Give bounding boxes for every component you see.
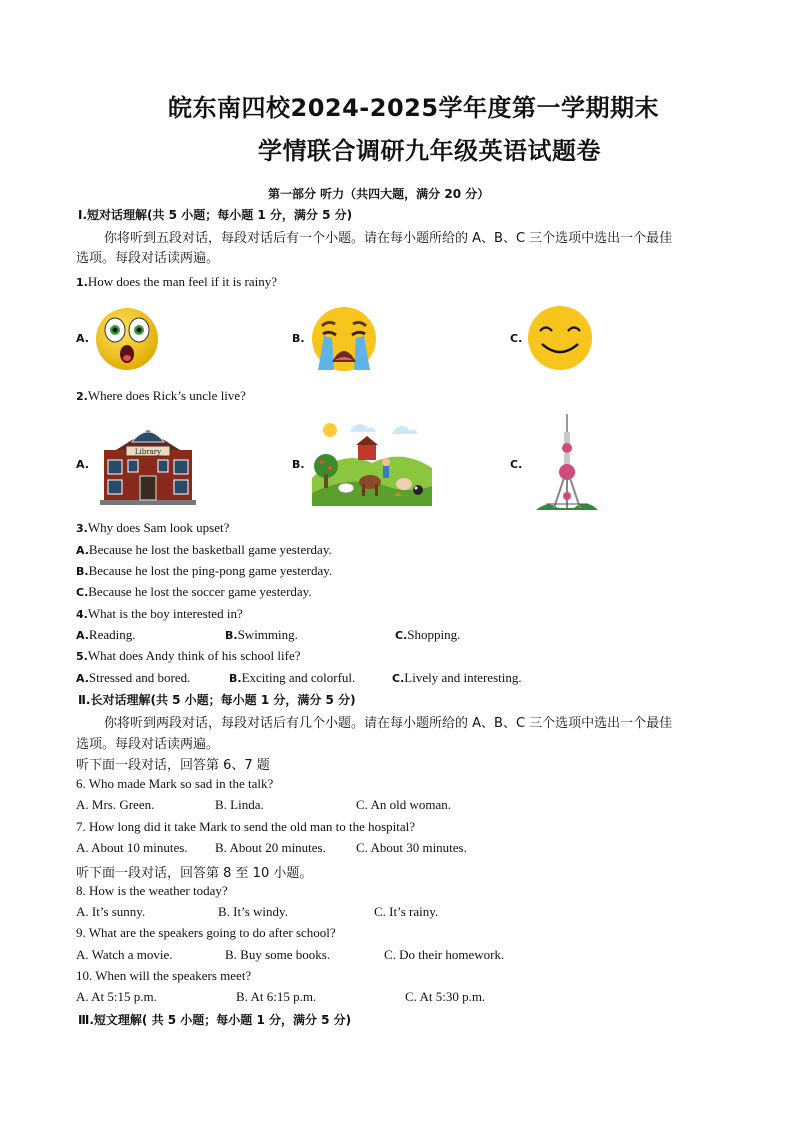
shocked-face-icon bbox=[94, 306, 160, 372]
q5-question bbox=[76, 648, 301, 664]
q9-option-b: B. Buy some books. bbox=[225, 947, 331, 962]
library-building-icon bbox=[96, 420, 200, 506]
q3-c-text: Because he lost the soccer game yesterday. bbox=[88, 584, 312, 599]
section1-instructions-2: 选项。每段对话读两遍。 bbox=[76, 251, 220, 266]
q3-text: Why does Sam look upset? bbox=[87, 520, 230, 535]
q4-c-label: C. bbox=[395, 629, 408, 642]
q2-question bbox=[76, 388, 246, 404]
crying-face-icon bbox=[308, 304, 380, 374]
q3-option-b bbox=[76, 563, 332, 579]
q5-b-label: B. bbox=[229, 672, 242, 685]
tv-tower-icon bbox=[534, 412, 600, 512]
q3-b-label: B. bbox=[76, 565, 89, 578]
q5-option-a bbox=[76, 670, 190, 686]
q5-c-label: C. bbox=[392, 672, 405, 685]
q4-option-a bbox=[76, 627, 135, 643]
section1-heading: Ⅰ.短对话理解(共 5 小题；每小题 1 分，满分 5 分) bbox=[78, 208, 353, 222]
q6-option-c: C. An old woman. bbox=[356, 797, 451, 812]
q1-text: How does the man feel if it is rainy? bbox=[87, 274, 278, 289]
part-heading: 第一部分 听力（共四大题，满分 20 分） bbox=[268, 187, 490, 201]
title-line-2: 学情联合调研九年级英语试题卷 bbox=[258, 137, 601, 165]
q5-text: What does Andy think of his school life? bbox=[87, 648, 301, 663]
q5-option-c bbox=[392, 670, 522, 686]
q3-c-label: C. bbox=[76, 586, 89, 599]
title-line-1: 皖东南四校2024-2025学年度第一学期期末 bbox=[168, 94, 660, 122]
q5-b-text: Exciting and colorful. bbox=[241, 670, 356, 685]
q5-c-text: Lively and interesting. bbox=[404, 670, 522, 685]
q4-option-b bbox=[225, 627, 298, 643]
q1-option-b-label: B. bbox=[292, 332, 305, 345]
q8-option-b: B. It’s windy. bbox=[218, 904, 288, 919]
q2-text: Where does Rick’s uncle live? bbox=[87, 388, 246, 403]
q4-a-label: A. bbox=[76, 629, 89, 642]
q8-option-a: A. It’s sunny. bbox=[76, 904, 146, 919]
q8-option-c: C. It’s rainy. bbox=[374, 904, 439, 919]
q4-b-text: Swimming. bbox=[237, 627, 298, 642]
q10-option-c: C. At 5:30 p.m. bbox=[405, 989, 486, 1004]
q1-option-a-label: A. bbox=[76, 332, 89, 345]
q3-a-label: A. bbox=[76, 544, 89, 557]
q7-option-c: C. About 30 minutes. bbox=[356, 840, 467, 855]
section2-instructions-2: 选项。每段对话读两遍。 bbox=[76, 737, 220, 752]
dialog2-intro: 听下面一段对话，回答第 8 至 10 小题。 bbox=[76, 866, 313, 881]
section2-heading: Ⅱ.长对话理解(共 5 小题；每小题 1 分，满分 5 分) bbox=[78, 693, 356, 707]
q2-option-b-label: B. bbox=[292, 458, 305, 471]
q3-number: 3. bbox=[76, 522, 88, 535]
q6-question: 6. Who made Mark so sad in the talk? bbox=[76, 776, 274, 791]
q2-option-a-label: A. bbox=[76, 458, 89, 471]
q1-number: 1. bbox=[76, 276, 88, 289]
smiling-face-icon bbox=[526, 304, 594, 372]
q3-option-a bbox=[76, 542, 332, 558]
section3-heading: Ⅲ.短文理解( 共 5 小题；每小题 1 分，满分 5 分) bbox=[78, 1013, 352, 1027]
q6-option-b: B. Linda. bbox=[215, 797, 264, 812]
q4-question bbox=[76, 606, 243, 622]
q5-a-text: Stressed and bored. bbox=[88, 670, 191, 685]
q3-question bbox=[76, 520, 229, 536]
q4-c-text: Shopping. bbox=[407, 627, 461, 642]
q7-question: 7. How long did it take Mark to send the old man to the hospital? bbox=[76, 819, 416, 834]
q5-number: 5. bbox=[76, 650, 88, 663]
q4-text: What is the boy interested in? bbox=[87, 606, 243, 621]
q5-option-b bbox=[229, 670, 355, 686]
q4-a-text: Reading. bbox=[88, 627, 136, 642]
q9-option-c: C. Do their homework. bbox=[384, 947, 505, 962]
q4-b-label: B. bbox=[225, 629, 238, 642]
q3-b-text: Because he lost the ping-pong game yesterday. bbox=[88, 563, 333, 578]
q3-option-c bbox=[76, 584, 312, 600]
section2-instructions-1: 你将听到两段对话，每段对话后有几个小题。请在每小题所给的 A、B、C 三个选项中选出一个最佳 bbox=[104, 716, 673, 731]
q4-option-c bbox=[395, 627, 460, 643]
farm-scene-icon bbox=[312, 418, 432, 506]
q10-option-b: B. At 6:15 p.m. bbox=[236, 989, 317, 1004]
q9-question: 9. What are the speakers going to do after school? bbox=[76, 925, 336, 940]
q10-question: 10. When will the speakers meet? bbox=[76, 968, 252, 983]
q2-option-c-label: C. bbox=[510, 458, 523, 471]
q3-a-text: Because he lost the basketball game yesterday. bbox=[88, 542, 332, 557]
q1-question bbox=[76, 274, 277, 290]
q6-option-a: A. Mrs. Green. bbox=[76, 797, 155, 812]
q1-option-c-label: C. bbox=[510, 332, 523, 345]
q10-option-a: A. At 5:15 p.m. bbox=[76, 989, 157, 1004]
library-sign-text: Library bbox=[134, 448, 162, 456]
q7-option-a: A. About 10 minutes. bbox=[76, 840, 188, 855]
q8-question: 8. How is the weather today? bbox=[76, 883, 228, 898]
q4-number: 4. bbox=[76, 608, 88, 621]
q9-option-a: A. Watch a movie. bbox=[76, 947, 173, 962]
q7-option-b: B. About 20 minutes. bbox=[215, 840, 326, 855]
section1-instructions-1: 你将听到五段对话，每段对话后有一个小题。请在每小题所给的 A、B、C 三个选项中选出一个最佳 bbox=[104, 231, 673, 246]
q5-a-label: A. bbox=[76, 672, 89, 685]
q2-number: 2. bbox=[76, 390, 88, 403]
dialog1-intro: 听下面一段对话，回答第 6、7 题 bbox=[76, 758, 270, 773]
